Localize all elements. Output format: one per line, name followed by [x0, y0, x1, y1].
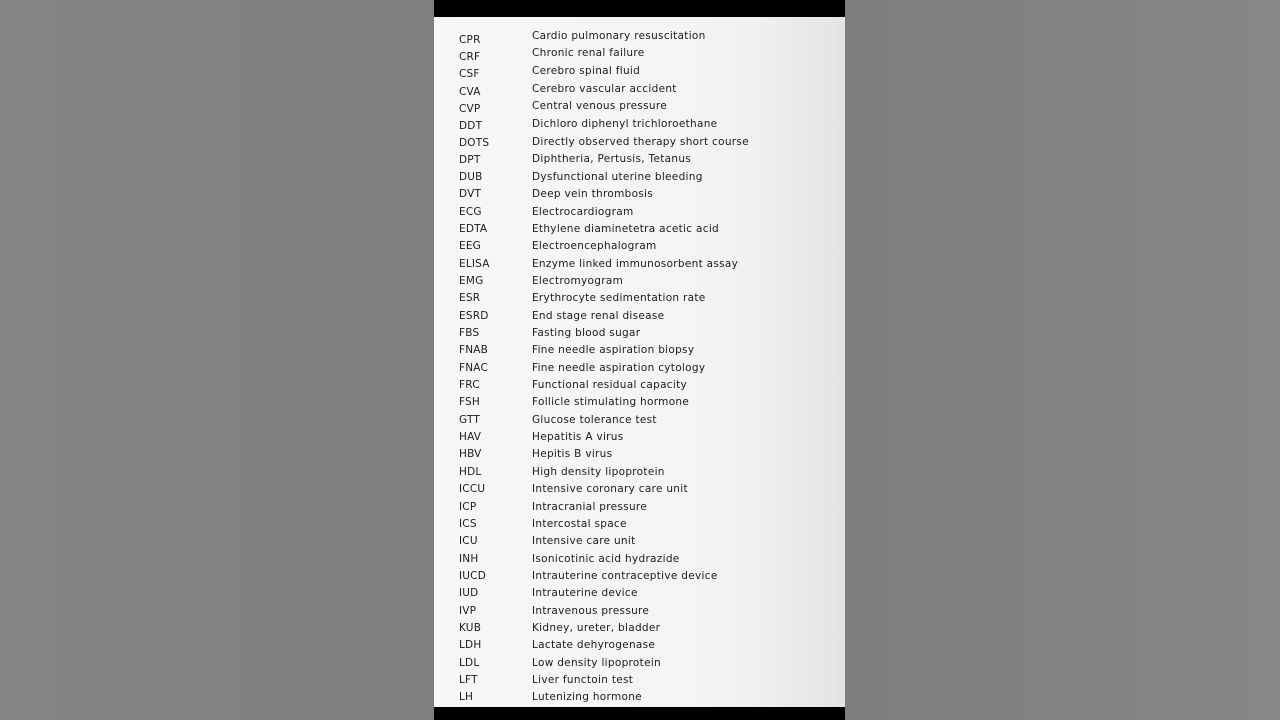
abbreviation: INH: [459, 552, 479, 565]
definition: Hepitis B virus: [532, 448, 613, 461]
abbreviation: HDL: [459, 465, 482, 478]
abbreviation: FRC: [459, 379, 480, 391]
definition: Intensive coronary care unit: [532, 483, 688, 496]
list-item: [434, 223, 845, 240]
list-item: [434, 84, 845, 101]
list-item: [434, 570, 845, 587]
abbreviation: FSH: [459, 396, 481, 409]
list-item: [434, 292, 845, 309]
definition: Diphtheria, Pertusis, Tetanus: [532, 153, 692, 166]
list-item: [434, 206, 845, 223]
video-frame: [434, 0, 845, 720]
definition: Intravenous pressure: [532, 604, 650, 617]
list-item: [434, 639, 845, 656]
definition: Intensive care unit: [532, 535, 636, 548]
abbreviation: ICP: [459, 500, 477, 513]
abbreviation-list: [434, 17, 845, 707]
left-backdrop: [0, 0, 434, 720]
list-item: [434, 119, 845, 136]
definition: Central venous pressure: [532, 100, 668, 113]
list-item: [434, 414, 845, 431]
list-item: [434, 379, 845, 396]
definition: Kidney, ureter, bladder: [532, 621, 661, 634]
definition: Intrauterine contraceptive device: [532, 569, 718, 582]
abbreviation: CSF: [459, 68, 480, 81]
definition: Directly observed therapy short course: [532, 135, 749, 148]
definition: Chronic renal failure: [532, 47, 645, 60]
definition: Ethylene diaminetetra acetic acid: [532, 222, 720, 235]
abbreviation: DPT: [459, 153, 481, 166]
abbreviation: CRF: [459, 51, 481, 64]
list-item: [434, 154, 845, 171]
abbreviation: EMG: [459, 274, 484, 287]
list-item: [434, 64, 845, 84]
abbreviation: LDL: [459, 656, 480, 669]
list-item: [434, 448, 845, 465]
list-item: [434, 657, 845, 674]
definition: Lutenizing hormone: [532, 691, 642, 704]
list-item: [434, 344, 845, 361]
abbreviation: HBV: [459, 448, 482, 461]
list-item: [434, 691, 845, 707]
list-item: [434, 553, 845, 570]
list-item: [434, 362, 845, 379]
abbreviation: HAV: [459, 431, 482, 444]
abbreviation: LH: [459, 691, 474, 704]
list-item: [434, 483, 845, 500]
definition: Cerebro spinal fluid: [532, 64, 641, 77]
list-item: [434, 501, 845, 518]
abbreviation: ECG: [459, 205, 482, 218]
abbreviation: IUCD: [459, 569, 486, 582]
right-backdrop: [845, 0, 1280, 720]
list-item: [434, 396, 845, 413]
abbreviation: DOTS: [459, 136, 490, 149]
definition: Dichloro diphenyl trichloroethane: [532, 117, 718, 130]
abbreviation: IVP: [459, 604, 477, 617]
definition: Electromyogram: [532, 274, 624, 287]
definition: Intrauterine device: [532, 587, 638, 600]
definition: Dysfunctional uterine bleeding: [532, 170, 703, 183]
list-item: [434, 275, 845, 292]
definition: Isonicotinic acid hydrazide: [532, 552, 680, 565]
list-item: [434, 535, 845, 552]
definition: Electrocardiogram: [532, 205, 634, 218]
list-item: [434, 431, 845, 448]
list-item: [434, 327, 845, 344]
list-item: [434, 49, 845, 66]
list-item: [434, 188, 845, 205]
definition: Fine needle aspiration cytology: [532, 361, 706, 374]
abbreviation: FNAB: [459, 344, 489, 357]
abbreviation: ELISA: [459, 257, 490, 270]
list-item: [434, 171, 845, 188]
list-item: [434, 605, 845, 622]
abbreviation: ICCU: [459, 483, 486, 496]
abbreviation: DVT: [459, 188, 482, 201]
definition: Cerebro vascular accident: [532, 82, 677, 95]
definition: Functional residual capacity: [532, 379, 688, 391]
document-page: [434, 17, 845, 707]
abbreviation: ICU: [459, 535, 478, 548]
definition: Hepatitis A virus: [532, 431, 624, 444]
definition: Erythrocyte sedimentation rate: [532, 292, 706, 305]
definition: End stage renal disease: [532, 309, 665, 322]
abbreviation: GTT: [459, 413, 481, 426]
abbreviation: LFT: [459, 674, 478, 686]
abbreviation: KUB: [459, 621, 482, 634]
definition: Intercostal space: [532, 517, 627, 530]
definition: Lactate dehyrogenase: [532, 639, 656, 652]
definition: Low density lipoprotein: [532, 656, 661, 669]
definition: Fine needle aspiration biopsy: [532, 344, 695, 357]
abbreviation: FBS: [459, 327, 480, 339]
abbreviation: CPR: [459, 34, 481, 47]
list-item: [434, 466, 845, 483]
abbreviation: CVP: [459, 102, 481, 115]
list-item: [434, 136, 845, 153]
definition: Electroencephalogram: [532, 240, 657, 253]
list-item: [434, 518, 845, 535]
abbreviation: ICS: [459, 517, 477, 530]
abbreviation: ESR: [459, 292, 481, 305]
definition: Deep vein thrombosis: [532, 188, 654, 201]
abbreviation: IUD: [459, 587, 479, 600]
list-item: [434, 101, 845, 118]
abbreviation: ESRD: [459, 309, 489, 322]
list-item: [434, 622, 845, 639]
abbreviation: EDTA: [459, 222, 488, 235]
abbreviation: DDT: [459, 119, 483, 132]
definition: Follicle stimulating hormone: [532, 396, 690, 409]
abbreviation: EEG: [459, 240, 482, 253]
definition: Cardio pulmonary resuscitation: [532, 29, 706, 42]
list-item: [434, 258, 845, 275]
definition: Intracranial pressure: [532, 500, 648, 513]
abbreviation: LDH: [459, 639, 482, 652]
list-item: [434, 310, 845, 327]
list-item: [434, 587, 845, 604]
abbreviation: DUB: [459, 170, 483, 183]
definition: Fasting blood sugar: [532, 327, 641, 339]
definition: Enzyme linked immunosorbent assay: [532, 257, 739, 270]
definition: Liver functoin test: [532, 674, 634, 686]
definition: High density lipoprotein: [532, 465, 665, 478]
abbreviation: CVA: [459, 85, 481, 98]
list-item: [434, 674, 845, 691]
abbreviation: FNAC: [459, 361, 489, 374]
definition: Glucose tolerance test: [532, 413, 657, 426]
list-item: [434, 240, 845, 257]
